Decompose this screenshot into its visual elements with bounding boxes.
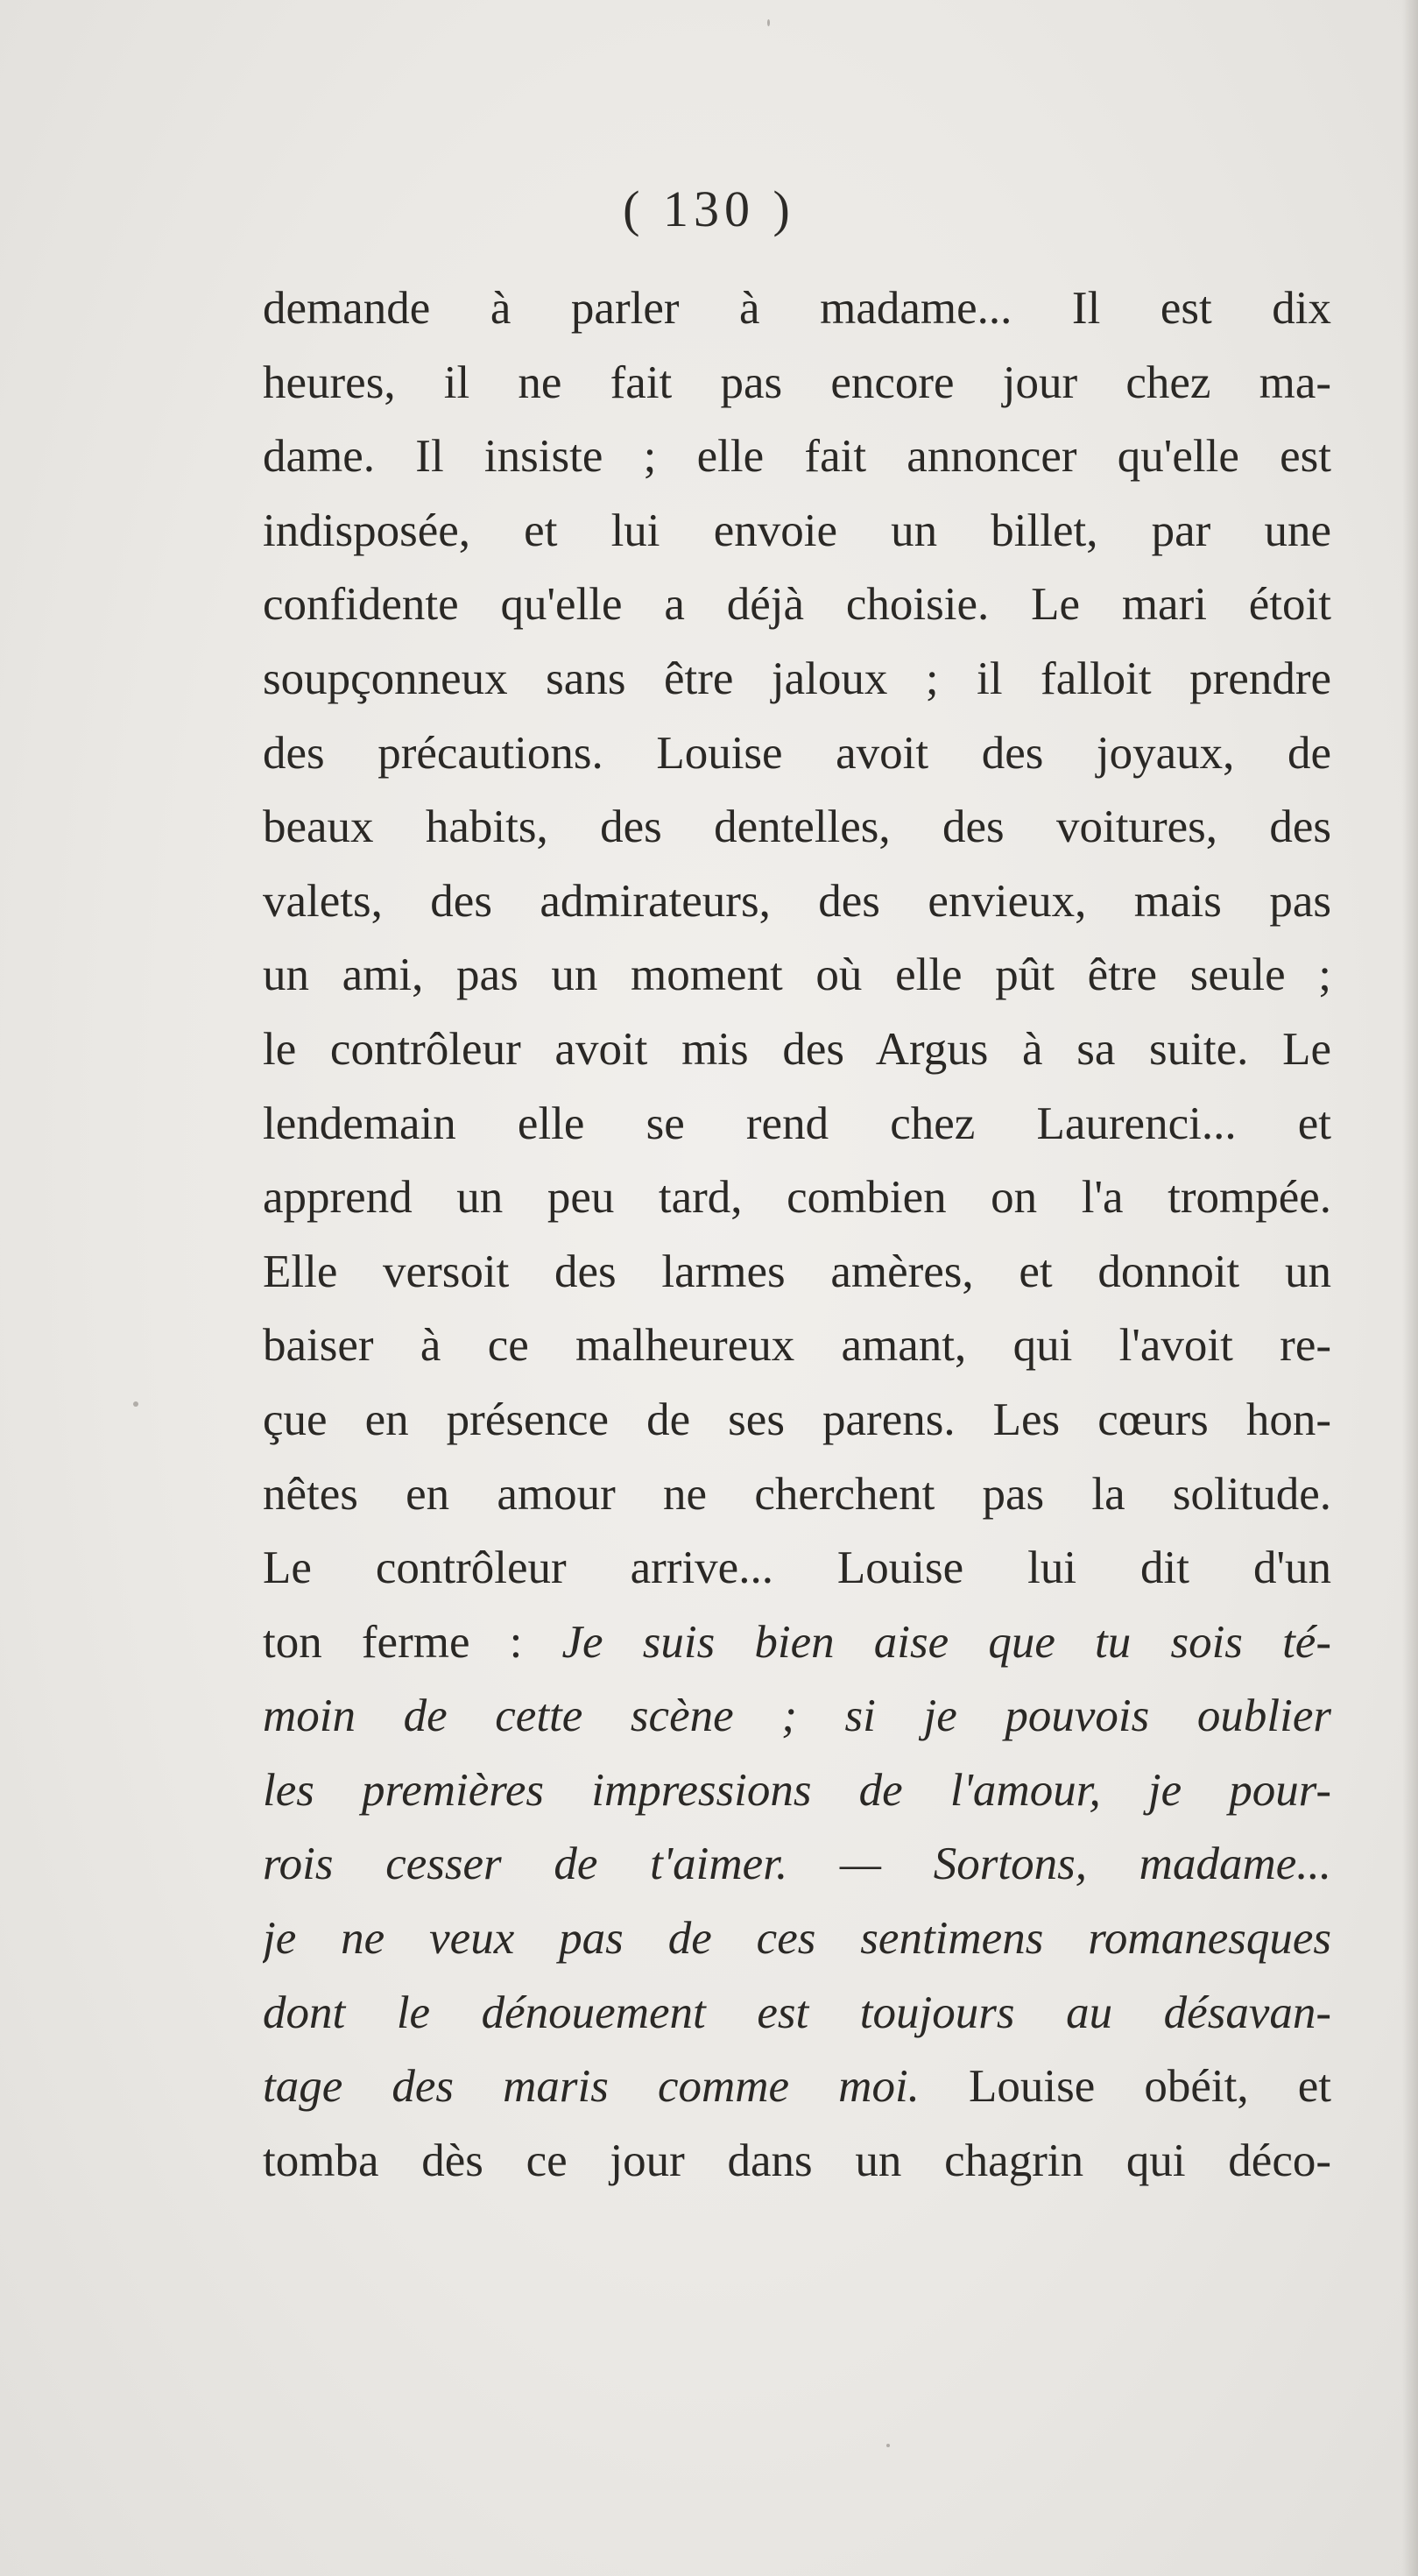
text-line [263,420,1331,494]
text-line [263,1902,1331,1976]
text-line [263,642,1331,716]
italic-text-segment: rois cesser de t'aimer. — Sortons, madame... [263,1838,1331,1890]
text-line [263,1531,1331,1606]
text-line [263,790,1331,865]
text-line [263,1679,1331,1754]
text-segment: heures, il ne fait pas encore jour chez ma- [263,356,1331,408]
italic-text-segment: Je suis bien aise que tu sois té- [561,1616,1331,1668]
text-line [263,1457,1331,1532]
paper-speck [767,19,770,26]
text-segment: dame. Il insiste ; elle fait annoncer qu'elle est [263,431,1331,483]
text-line [263,346,1331,420]
text-segment: baiser à ce malheureux amant, qui l'avoit re- [263,1320,1331,1372]
text-line [263,865,1331,939]
text-line [263,1235,1331,1309]
text-line [263,938,1331,1013]
text-segment: beaux habits, des dentelles, des voitures, des [263,801,1331,853]
text-segment: tomba dès ce jour dans un chagrin qui déco- [263,2135,1331,2186]
text-line [263,716,1331,791]
text-segment: soupçonneux sans être jaloux ; il falloit prendre [263,653,1331,704]
text-segment: Le contrôleur arrive... Louise lui dit d'un [263,1542,1331,1594]
text-segment: lendemain elle se rend chez Laurenci... et [263,1097,1331,1149]
page-edge-shadow [1402,0,1418,2576]
paper-speck [133,1401,138,1407]
paper-speck [886,2444,890,2447]
text-line [263,1161,1331,1235]
text-line [263,568,1331,642]
text-line [263,1013,1331,1087]
text-segment: demande à parler à madame... Il est dix [263,283,1331,334]
text-line [263,2050,1331,2124]
text-segment: nêtes en amour ne cherchent pas la solitude. [263,1468,1331,1520]
text-segment: valets, des admirateurs, des envieux, mais pas [263,875,1331,927]
text-segment: çue en présence de ses parens. Les cœurs hon- [263,1394,1331,1445]
italic-text-segment: les premières impressions de l'amour, je pour- [263,1764,1331,1816]
text-segment: indisposée, et lui envoie un billet, par une [263,505,1331,556]
text-line [263,494,1331,568]
text-segment: Elle versoit des larmes amères, et donnoit un [263,1246,1331,1297]
text-line [263,2124,1331,2198]
text-line [263,1976,1331,2050]
text-line [263,1827,1331,1902]
text-segment: ton ferme : [263,1616,562,1668]
italic-text-segment: tage des maris comme moi. [263,2061,920,2113]
text-segment: apprend un peu tard, combien on l'a trompée. [263,1172,1331,1224]
text-segment: des précautions. Louise avoit des joyaux, de [263,727,1331,779]
text-segment: le contrôleur avoit mis des Argus à sa suite. Le [263,1023,1331,1075]
italic-text-segment: je ne veux pas de ces sentimens romanesques [263,1913,1331,1965]
body-text [263,272,1331,2198]
text-line [263,1309,1331,1383]
text-line [263,272,1331,346]
text-segment: un ami, pas un moment où elle pût être seule ; [263,949,1331,1001]
text-line [263,1087,1331,1161]
text-line [263,1383,1331,1457]
page-number: ( 130 ) [623,180,795,237]
italic-text-segment: moin de cette scène ; si je pouvois oublier [263,1690,1331,1742]
text-line [263,1754,1331,1828]
text-line [263,1606,1331,1680]
text-segment: confidente qu'elle a déjà choisie. Le mari étoit [263,579,1331,631]
text-segment: Louise obéit, et [919,2061,1331,2113]
italic-text-segment: dont le dénouement est toujours au désavan- [263,1987,1331,2038]
